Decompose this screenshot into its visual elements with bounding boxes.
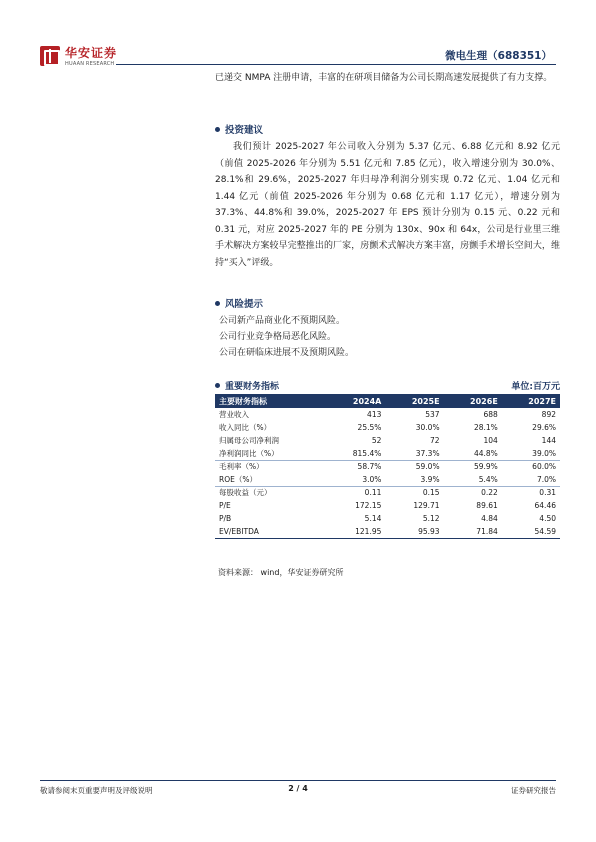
page-number: 2 / 4 — [288, 784, 308, 793]
table-cell: 413 — [367, 410, 382, 419]
table-row-label: 归属母公司净利润 — [219, 436, 279, 445]
table-cell: 44.8% — [473, 448, 498, 458]
table-row-label: P/E — [219, 501, 231, 510]
financial-table-unit: 单位:百万元 — [511, 382, 560, 392]
table-row-label: 净利润同比（%） — [219, 448, 279, 458]
table-cell: 0.22 — [444, 486, 502, 499]
header-divider — [116, 64, 556, 65]
table-cell: 58.7% — [326, 460, 386, 473]
table-header-cell: 主要财务指标 — [215, 394, 326, 408]
logo-seal-icon — [40, 46, 60, 66]
table-cell: 4.50 — [539, 514, 556, 523]
table-cell: 5.14 — [364, 514, 382, 523]
table-cell: 5.12 — [422, 514, 440, 523]
section-bullet-icon — [215, 127, 220, 132]
table-row — [215, 460, 560, 473]
logo-chinese-name: 华安证券 — [65, 46, 118, 60]
table-cell: 4.84 — [481, 514, 498, 523]
financial-title-text: 重要财务指标 — [225, 382, 280, 392]
table-row — [215, 408, 560, 421]
table-cell: 129.71 — [413, 501, 440, 510]
table-cell: 39.0% — [532, 448, 556, 458]
table-cell: 537 — [425, 410, 440, 419]
table-cell: 815.4% — [352, 448, 382, 458]
intro-block — [215, 70, 560, 87]
table-row — [215, 486, 560, 499]
table-cell: 28.1% — [473, 423, 498, 432]
intro-paragraph: 已递交 NMPA 注册申请，丰富的在研项目储备为公司长期高速发展提供了有力支撑。 — [215, 73, 553, 83]
footer-disclaimer: 敬请参阅末页重要声明及评级说明 — [40, 786, 153, 795]
table-cell: 3.9% — [420, 474, 440, 484]
logo-english-name: HUAAN RESEARCH — [65, 61, 115, 67]
table-cell: 60.0% — [502, 460, 560, 473]
table-cell: 172.15 — [355, 501, 382, 510]
table-row — [215, 447, 560, 460]
table-cell: 3.0% — [362, 474, 382, 484]
table-cell: 72 — [430, 436, 440, 445]
page-header — [40, 40, 556, 74]
investment-paragraph: 我们预计 2025-2027 年公司收入分别为 5.37 亿元、6.88 亿元和 8.92 亿元（前值 2025-2026 年分别为 5.51 亿元和 7.85 亿元），收入增速分别为 30.0%、28.1%和 29.6%，2025-2027 年归母净利润分别实现 0.72 亿元、1.04 亿元和 1.44 亿元（前值 2025-2026 年分别为 0.68 亿元和 1.17 亿元），增速分别为 37.3%、44.8%和 39.0%，2025-2027 年 EPS 预计分别为 0.15 元、0.22 元和 0.31 元，对应 2025-2027 年的 PE 分别为 130x、90x 和 64x，公司是行业里三维手术解决方案较早完整推出的厂家，房颤术式解决方案丰富，房颤手术增长空间大，维持“买入”评级。 — [215, 142, 560, 268]
financial-table — [215, 394, 560, 539]
table-cell: 5.4% — [478, 474, 498, 484]
table-cell: 71.84 — [444, 525, 502, 538]
table-header-cell: 2024A — [326, 394, 386, 408]
table-cell: 29.6% — [532, 423, 556, 432]
section-bullet-icon — [215, 301, 220, 306]
investment-title-text: 投资建议 — [225, 125, 264, 136]
table-row-label: P/B — [219, 514, 232, 523]
risk-item: 公司在研临床进展不及预期风险。 — [219, 348, 355, 358]
table-cell: 0.31 — [502, 486, 560, 499]
table-row-label: ROE（%） — [219, 474, 257, 484]
risk-item: 公司行业竞争格局恶化风险。 — [219, 332, 337, 342]
risk-section-title — [215, 296, 263, 310]
table-cell: 0.11 — [326, 486, 386, 499]
section-bullet-icon — [215, 383, 220, 388]
table-cell: 37.3% — [415, 448, 440, 458]
table-header-row — [215, 394, 560, 408]
table-cell: 30.0% — [415, 423, 440, 432]
table-row-label: EV/EBITDA — [215, 525, 326, 538]
table-cell: 144 — [541, 436, 556, 445]
table-cell: 7.0% — [536, 474, 556, 484]
table-header-cell: 2026E — [444, 394, 502, 408]
table-row — [215, 499, 560, 512]
risk-title-text: 风险提示 — [225, 299, 264, 310]
table-cell: 59.9% — [444, 460, 502, 473]
table-row — [215, 512, 560, 525]
financial-table-title — [215, 379, 279, 392]
table-cell: 59.0% — [385, 460, 443, 473]
table-cell: 892 — [541, 410, 556, 419]
table-row-label: 营业收入 — [219, 410, 249, 419]
table-cell: 54.59 — [502, 525, 560, 538]
company-logo — [40, 44, 120, 72]
footer-report-type: 证券研究报告 — [511, 786, 556, 795]
table-cell: 64.46 — [534, 501, 556, 510]
table-row-label: 每股收益（元） — [215, 486, 326, 499]
table-cell: 52 — [371, 436, 382, 445]
table-cell: 0.15 — [385, 486, 443, 499]
investment-section-title — [215, 122, 263, 136]
table-cell: 25.5% — [357, 423, 382, 432]
table-row — [215, 421, 560, 434]
investment-block — [215, 139, 560, 271]
financial-table-caption — [215, 379, 560, 393]
table-cell: 121.95 — [326, 525, 386, 538]
table-row — [215, 473, 560, 486]
risk-item: 公司新产品商业化不预期风险。 — [219, 316, 346, 326]
table-cell: 89.61 — [476, 501, 498, 510]
company-name-ticker: 微电生理（688351） — [445, 50, 552, 62]
table-header-cell: 2025E — [385, 394, 443, 408]
table-cell: 688 — [483, 410, 498, 419]
table-row — [215, 434, 560, 447]
footer-divider — [40, 780, 556, 781]
table-row-label: 毛利率（%） — [215, 460, 326, 473]
table-source-note: 资料来源： wind，华安证券研究所 — [218, 568, 344, 577]
table-row-label: 收入同比（%） — [219, 423, 272, 432]
table-row — [215, 525, 560, 538]
table-cell: 95.93 — [385, 525, 443, 538]
table-header-cell: 2027E — [502, 394, 560, 408]
table-cell: 104 — [483, 436, 498, 445]
risk-list — [215, 313, 560, 361]
